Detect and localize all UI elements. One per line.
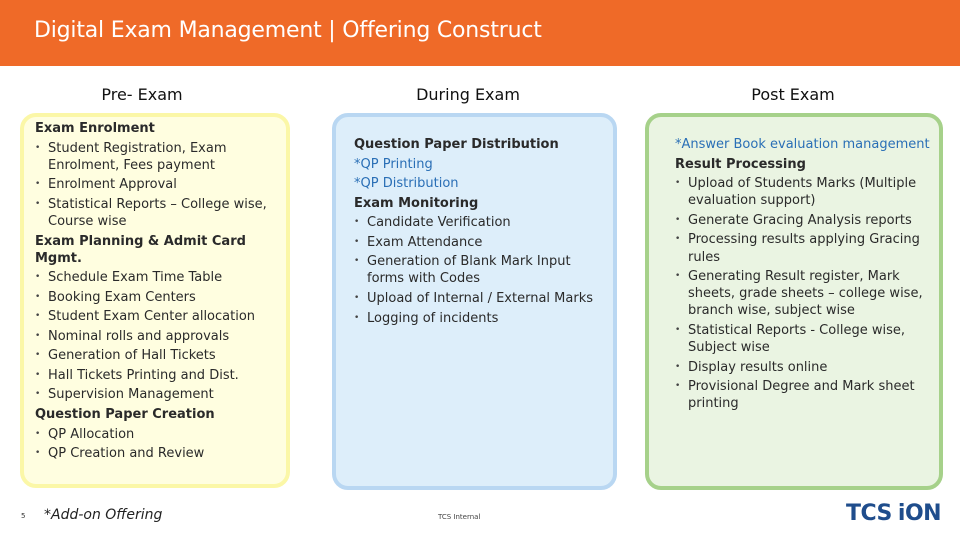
bullet-item: • QP Creation and Review	[35, 445, 287, 462]
bullet-item: • QP Allocation	[35, 426, 287, 443]
bullet-item: • Enrolment Approval	[35, 176, 287, 193]
column-heading-pre-exam: Pre- Exam	[101, 85, 183, 104]
bullet-item: • Candidate Verification	[354, 214, 606, 231]
section-heading: Exam Enrolment	[35, 121, 155, 136]
bullet-item: • Student Exam Center allocation	[35, 308, 287, 325]
bullet-item: • Booking Exam Centers	[35, 289, 287, 306]
bullet-item: • Generation of Hall Tickets	[35, 347, 287, 364]
bullet-item: • Statistical Reports – College wise, Course wise	[35, 196, 287, 230]
bullet-item: • Upload of Internal / External Marks	[354, 290, 606, 307]
section-heading: Exam Planning & Admit Card Mgmt.	[35, 233, 246, 266]
bullet-item: • Student Registration, Exam Enrolment, Fees payment	[35, 140, 287, 174]
bullet-item: • Display results online	[675, 359, 933, 376]
section-heading: Question Paper Creation	[35, 407, 215, 423]
bullet-item: • Nominal rolls and approvals	[35, 328, 287, 345]
section-heading: Result Processing	[675, 156, 806, 172]
bullet-item: • Hall Tickets Printing and Dist.	[35, 367, 287, 384]
slide-title: Digital Exam Management | Offering Construct	[34, 18, 542, 43]
page-number: 5	[21, 512, 26, 520]
bullet-item: • Supervision Management	[35, 386, 287, 403]
post-exam-list	[675, 136, 933, 415]
section-heading: Exam Monitoring	[354, 195, 479, 211]
bullet-item: • Statistical Reports - College wise, Subject wise	[675, 322, 933, 356]
bullet-item: • Generate Gracing Analysis reports	[675, 212, 933, 229]
footnote: *Add-on Offering	[44, 507, 163, 523]
bullet-item: • Generation of Blank Mark Input forms with Codes	[354, 253, 606, 287]
tcs-ion-logo	[846, 498, 941, 528]
during-exam-list	[354, 136, 606, 329]
column-heading-post-exam: Post Exam	[751, 85, 835, 104]
classification-label: TCS Internal	[438, 513, 481, 521]
add-on-item: *QP Printing	[354, 156, 433, 172]
bullet-item: • Generating Result register, Mark sheets, grade sheets – college wise, branch wise, subject wise	[675, 268, 933, 319]
logo-ion-text: iON	[897, 500, 942, 526]
bullet-item: • Provisional Degree and Mark sheet printing	[675, 378, 933, 412]
bullet-item: • Logging of incidents	[354, 310, 606, 327]
pre-exam-list	[35, 120, 287, 465]
add-on-item: *Answer Book evaluation management	[675, 137, 930, 152]
bullet-item: • Schedule Exam Time Table	[35, 269, 287, 286]
add-on-item: *QP Distribution	[354, 176, 459, 192]
column-heading-during-exam: During Exam	[416, 85, 520, 104]
section-heading: Question Paper Distribution	[354, 137, 559, 152]
bullet-item: • Processing results applying Gracing rules	[675, 231, 933, 265]
bullet-item: • Upload of Students Marks (Multiple evaluation support)	[675, 175, 933, 209]
logo-tcs-text: TCS	[846, 500, 892, 526]
bullet-item: • Exam Attendance	[354, 234, 606, 251]
